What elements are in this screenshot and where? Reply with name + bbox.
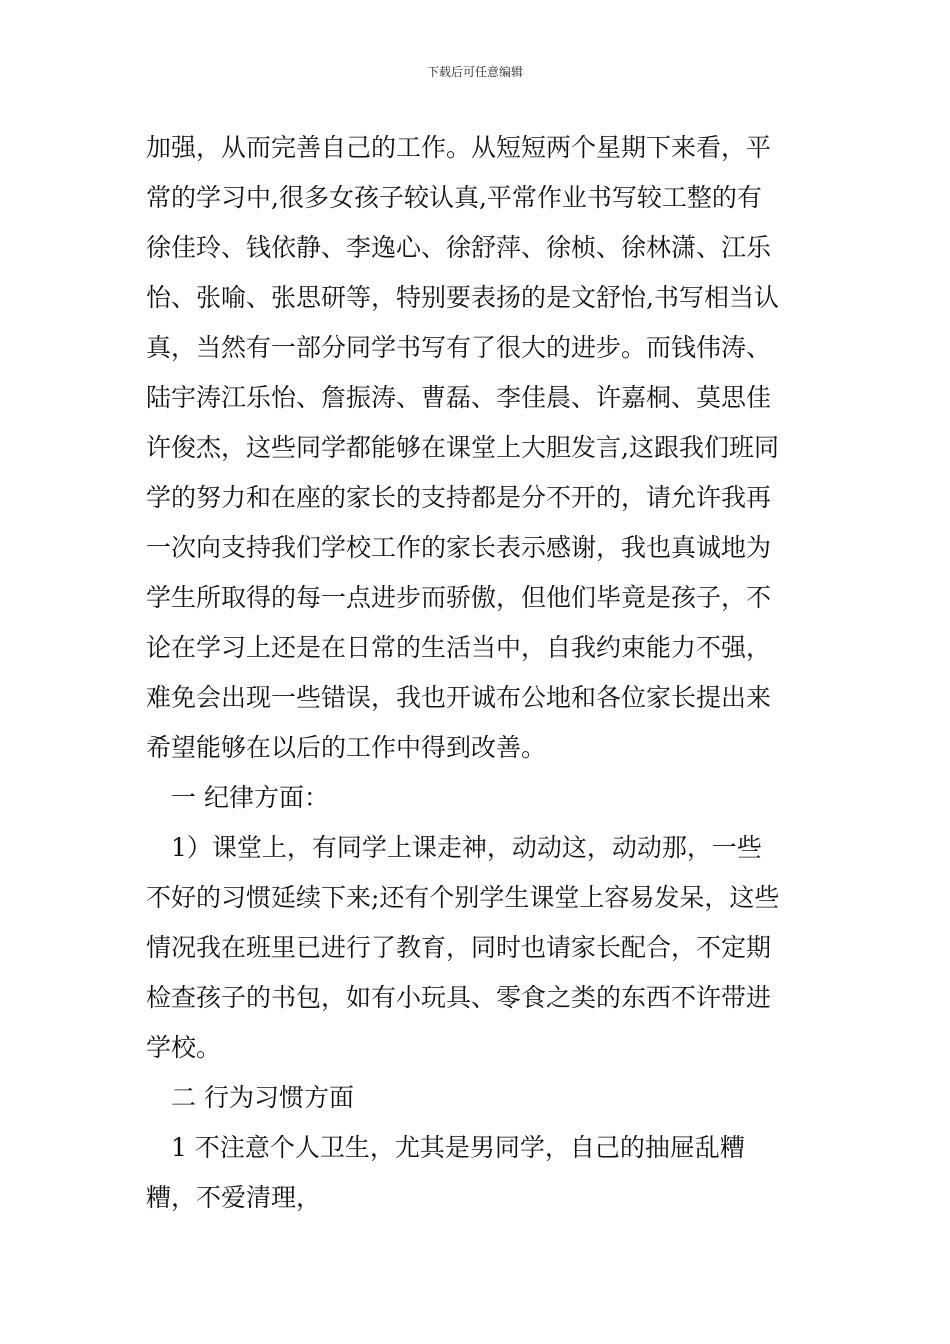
text-line: 1）课堂上，有同学上课走神，动动这，动动那，一些 — [146, 833, 762, 862]
text-line: 不好的习惯延续下来;还有个别学生课堂上容易发呆，这些 — [146, 883, 780, 912]
text-line: 学生所取得的每一点进步而骄傲，但他们毕竟是孩子，不 — [146, 583, 772, 612]
text-line: 许俊杰，这些同学都能够在课堂上大胆发言,这跟我们班同 — [146, 433, 779, 462]
text-line: 1 不注意个人卫生，尤其是男同学，自己的抽屉乱糟 — [146, 1133, 745, 1162]
text-line: 真，当然有一部分同学书写有了很大的进步。而钱伟涛、 — [146, 333, 772, 362]
text-line: 加强，从而完善自己的工作。从短短两个星期下来看，平 — [146, 133, 772, 162]
text-line: 糟，不爱清理， — [146, 1183, 322, 1212]
page-header: 下载后可任意编辑 — [426, 65, 523, 79]
text-line: 希望能够在以后的工作中得到改善。 — [146, 733, 547, 762]
text-line: 怡、张喻、张思研等，特别要表扬的是文舒怡,书写相当认 — [146, 283, 779, 312]
document-body — [146, 123, 808, 1223]
text-line: 陆宇涛江乐怡、詹振涛、曹磊、李佳晨、许嘉桐、莫思佳 — [146, 383, 772, 412]
text-line: 情况我在班里已进行了教育，同时也请家长配合，不定期 — [146, 933, 772, 962]
text-line: 一次向支持我们学校工作的家长表示感谢，我也真诚地为 — [146, 533, 772, 562]
text-line: 学校。 — [146, 1033, 222, 1062]
paragraph-intro — [146, 123, 808, 773]
text-line: 检查孩子的书包，如有小玩具、零食之类的东西不许带进 — [146, 983, 772, 1012]
paragraph-behavior-item-1 — [146, 1123, 808, 1223]
section-heading-discipline: 一 纪律方面： — [146, 783, 329, 812]
paragraph-discipline-item-1 — [146, 823, 808, 1073]
section-heading-behavior: 二 行为习惯方面 — [146, 1083, 354, 1112]
text-line: 难免会出现一些错误，我也开诚布公地和各位家长提出来 — [146, 683, 772, 712]
text-line: 常的学习中,很多女孩子较认真,平常作业书写较工整的有 — [146, 183, 762, 212]
text-line: 论在学习上还是在日常的生活当中，自我约束能力不强， — [146, 633, 772, 662]
text-line: 学的努力和在座的家长的支持都是分不开的，请允许我再 — [146, 483, 772, 512]
text-line: 徐佳玲、钱依静、李逸心、徐舒萍、徐桢、徐林潇、江乐 — [146, 233, 772, 262]
